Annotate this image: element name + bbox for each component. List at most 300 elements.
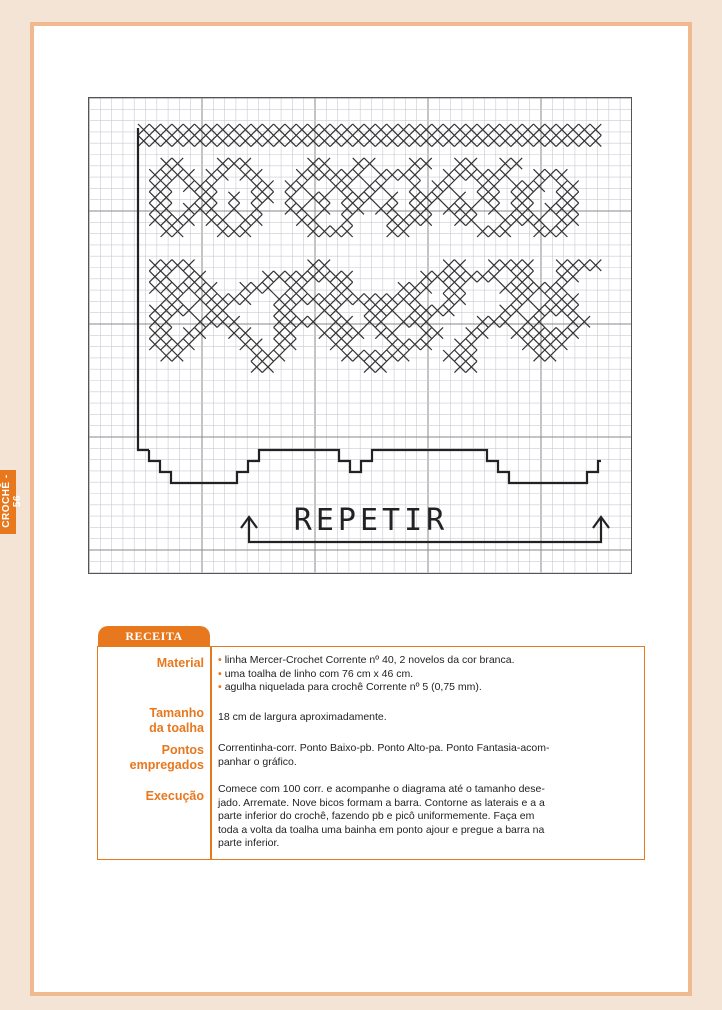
stitch-cross — [375, 124, 386, 135]
stitch-cross — [341, 271, 352, 282]
stitch-cross — [341, 169, 352, 180]
stitch-cross — [285, 271, 296, 282]
stitch-cross — [556, 339, 567, 350]
material-item: • linha Mercer-Crochet Corrente nº 40, 2 novelos da cor branca. — [218, 654, 515, 666]
stitch-cross — [308, 316, 319, 327]
stitch-cross — [387, 135, 398, 146]
stitch-cross — [149, 327, 160, 338]
stitch-cross — [387, 350, 398, 361]
stitch-cross — [556, 327, 567, 338]
stitch-cross — [511, 181, 522, 192]
stitch-cross — [409, 169, 420, 180]
stitch-cross — [443, 124, 454, 135]
stitch-cross — [296, 271, 307, 282]
stitch-cross — [500, 135, 511, 146]
stitch-cross — [500, 124, 511, 135]
stitch-cross — [296, 169, 307, 180]
stitch-cross — [183, 124, 194, 135]
stitch-cross — [522, 260, 533, 271]
stitch-cross — [443, 305, 454, 316]
stitch-cross — [375, 203, 386, 214]
stitch-cross — [556, 135, 567, 146]
chart-outline — [138, 128, 601, 483]
stitch-cross — [206, 282, 217, 293]
stitch-cross — [330, 181, 341, 192]
stitch-cross — [308, 124, 319, 135]
bottom-edge-line — [149, 450, 601, 483]
stitch-cross — [511, 192, 522, 203]
stitch-cross — [251, 350, 262, 361]
stitch-cross — [274, 305, 285, 316]
left-border-line — [138, 128, 149, 450]
stitch-cross — [387, 294, 398, 305]
stitch-cross — [183, 271, 194, 282]
stitch-cross — [579, 260, 590, 271]
stitch-cross — [183, 305, 194, 316]
stitch-cross — [534, 181, 545, 192]
stitch-cross — [330, 305, 341, 316]
stitch-cross — [364, 305, 375, 316]
stitch-cross — [488, 226, 499, 237]
stitch-cross — [217, 169, 228, 180]
stitch-cross — [477, 327, 488, 338]
stitch-cross — [161, 226, 172, 237]
stitch-cross — [341, 203, 352, 214]
stitch-cross — [262, 271, 273, 282]
stitch-cross — [443, 135, 454, 146]
stitch-cross — [421, 203, 432, 214]
stitch-cross — [488, 124, 499, 135]
stitch-cross — [308, 294, 319, 305]
stitch-cross — [567, 203, 578, 214]
stitch-cross — [341, 124, 352, 135]
stitch-cross — [319, 305, 330, 316]
stitch-cross — [330, 339, 341, 350]
stitch-cross — [341, 316, 352, 327]
stitch-cross — [567, 260, 578, 271]
stitch-cross — [534, 214, 545, 225]
stitch-cross — [567, 214, 578, 225]
stitch-cross — [375, 316, 386, 327]
stitch-cross — [296, 316, 307, 327]
repeat-label: REPETIR — [293, 503, 449, 538]
stitch-cross — [556, 214, 567, 225]
stitch-cross — [183, 339, 194, 350]
stitch-cross — [296, 135, 307, 146]
stitch-cross — [149, 203, 160, 214]
stitch-cross — [511, 294, 522, 305]
stitch-cross — [240, 294, 251, 305]
stitch-cross — [443, 181, 454, 192]
stitch-cross — [262, 124, 273, 135]
stitch-cross — [522, 327, 533, 338]
stitch-cross — [161, 192, 172, 203]
stitch-cross — [319, 169, 330, 180]
stitch-cross — [477, 169, 488, 180]
stitch-cross — [534, 350, 545, 361]
stitch-cross — [511, 271, 522, 282]
stitch-cross — [341, 294, 352, 305]
stitch-cross — [149, 316, 160, 327]
size-label: Tamanho da toalha — [149, 706, 204, 735]
size-text: 18 cm de largura aproximadamente. — [218, 711, 387, 723]
stitch-cross — [319, 226, 330, 237]
stitch-cross — [251, 169, 262, 180]
stitch-cross — [206, 135, 217, 146]
stitch-cross — [161, 181, 172, 192]
stitch-cross — [149, 135, 160, 146]
stitch-cross — [319, 271, 330, 282]
stitch-cross — [364, 192, 375, 203]
stitch-cross — [228, 124, 239, 135]
stitch-cross — [567, 316, 578, 327]
stitch-cross — [217, 316, 228, 327]
stitch-cross — [454, 158, 465, 169]
stitch-cross — [161, 327, 172, 338]
stitch-cross — [285, 327, 296, 338]
stitch-cross — [341, 181, 352, 192]
stitch-cross — [217, 214, 228, 225]
stitch-cross — [319, 327, 330, 338]
stitch-cross — [545, 203, 556, 214]
stitch-cross — [409, 192, 420, 203]
stitch-cross — [161, 158, 172, 169]
stitch-cross — [161, 339, 172, 350]
stitch-cross — [228, 203, 239, 214]
stitch-cross — [421, 214, 432, 225]
stitch-cross — [522, 135, 533, 146]
stitch-cross — [500, 226, 511, 237]
stitch-cross — [477, 192, 488, 203]
stitch-cross — [443, 203, 454, 214]
stitch-cross — [454, 169, 465, 180]
stitch-cross — [240, 214, 251, 225]
stitch-cross — [217, 158, 228, 169]
stitch-cross — [556, 192, 567, 203]
stitch-cross — [240, 282, 251, 293]
stitch-cross — [251, 214, 262, 225]
execution-label: Execução — [145, 789, 204, 803]
stitch-cross — [398, 226, 409, 237]
material-list — [218, 654, 634, 695]
stitch-cross — [195, 203, 206, 214]
stitch-cross — [161, 214, 172, 225]
stitch-cross — [285, 192, 296, 203]
stitch-cross — [488, 169, 499, 180]
stitch-cross — [375, 327, 386, 338]
stitch-cross — [206, 181, 217, 192]
stitch-cross — [534, 327, 545, 338]
stitch-cross — [195, 294, 206, 305]
stitch-cross — [183, 135, 194, 146]
stitch-cross — [488, 316, 499, 327]
stitch-cross — [545, 327, 556, 338]
stitch-cross — [522, 294, 533, 305]
stitch-cross — [308, 192, 319, 203]
stitch-cross — [206, 124, 217, 135]
stitch-cross — [375, 361, 386, 372]
stitch-cross — [172, 124, 183, 135]
stitch-cross — [545, 305, 556, 316]
stitch-cross — [421, 192, 432, 203]
stitch-cross — [511, 124, 522, 135]
stitch-cross — [319, 294, 330, 305]
stitch-cross — [387, 192, 398, 203]
stitch-cross — [545, 339, 556, 350]
stitch-cross — [228, 327, 239, 338]
stitch-cross — [398, 169, 409, 180]
stitch-cross — [545, 282, 556, 293]
stitch-cross — [262, 192, 273, 203]
stitch-cross — [567, 305, 578, 316]
stitch-cross — [195, 271, 206, 282]
stitch-cross — [296, 282, 307, 293]
stitch-cross — [466, 214, 477, 225]
stitch-cross — [454, 203, 465, 214]
stitch-cross — [296, 124, 307, 135]
stitch-cross — [308, 226, 319, 237]
stitch-cross — [567, 271, 578, 282]
stitch-cross — [206, 294, 217, 305]
stitch-cross — [534, 305, 545, 316]
stitch-cross — [567, 135, 578, 146]
stitch-cross — [183, 181, 194, 192]
stitch-cross — [466, 169, 477, 180]
stitch-cross — [330, 294, 341, 305]
stitch-cross — [172, 226, 183, 237]
stitch-cross — [353, 158, 364, 169]
stitch-cross — [409, 158, 420, 169]
stitch-cross — [500, 305, 511, 316]
stitch-cross — [172, 158, 183, 169]
stitch-cross — [149, 169, 160, 180]
stitch-cross — [353, 327, 364, 338]
stitch-cross — [466, 203, 477, 214]
stitch-cross — [330, 327, 341, 338]
stitch-cross — [454, 124, 465, 135]
stitches-label: Pontos empregados — [129, 743, 204, 772]
stitch-cross — [353, 169, 364, 180]
stitch-cross — [387, 327, 398, 338]
stitch-cross — [556, 124, 567, 135]
stitch-cross — [375, 350, 386, 361]
stitches-text: Correntinha-corr. Ponto Baixo-pb. Ponto Alto-pa. Ponto Fantasia-acom- panhar o gráfico. — [218, 742, 550, 768]
stitch-cross — [319, 135, 330, 146]
stitch-cross — [387, 169, 398, 180]
stitch-cross — [522, 316, 533, 327]
stitch-cross — [149, 339, 160, 350]
stitch-cross — [228, 294, 239, 305]
stitch-cross — [466, 135, 477, 146]
stitch-cross — [488, 271, 499, 282]
stitch-cross — [387, 124, 398, 135]
stitch-cross — [296, 203, 307, 214]
stitch-cross — [398, 282, 409, 293]
stitch-cross — [341, 339, 352, 350]
stitch-cross — [353, 192, 364, 203]
stitch-cross — [522, 214, 533, 225]
stitch-cross — [262, 135, 273, 146]
stitch-cross — [308, 169, 319, 180]
stitch-cross — [206, 305, 217, 316]
stitch-cross — [228, 135, 239, 146]
stitch-cross — [341, 192, 352, 203]
stitch-cross — [172, 305, 183, 316]
stitch-cross — [274, 350, 285, 361]
stitch-cross — [183, 214, 194, 225]
stitch-cross — [477, 226, 488, 237]
stitch-cross — [545, 294, 556, 305]
stitch-cross — [556, 271, 567, 282]
stitch-cross — [500, 316, 511, 327]
stitch-cross — [183, 203, 194, 214]
stitch-cross — [217, 124, 228, 135]
stitch-cross — [364, 316, 375, 327]
stitch-cross — [534, 282, 545, 293]
stitch-cross — [409, 214, 420, 225]
stitch-cross — [341, 226, 352, 237]
stitch-cross — [161, 294, 172, 305]
stitch-cross — [409, 181, 420, 192]
stitch-cross — [375, 181, 386, 192]
stitch-cross — [228, 192, 239, 203]
stitch-cross — [172, 350, 183, 361]
stitch-cross — [172, 339, 183, 350]
stitch-cross — [308, 135, 319, 146]
stitch-cross — [240, 169, 251, 180]
stitch-cross — [330, 316, 341, 327]
stitch-cross — [149, 192, 160, 203]
stitch-cross — [488, 135, 499, 146]
stitch-cross — [149, 181, 160, 192]
stitch-cross — [161, 282, 172, 293]
stitch-cross — [398, 294, 409, 305]
stitch-cross — [161, 203, 172, 214]
stitch-cross — [195, 327, 206, 338]
stitch-cross — [330, 124, 341, 135]
stitch-cross — [421, 124, 432, 135]
stitch-cross — [488, 203, 499, 214]
stitch-cross — [534, 124, 545, 135]
stitch-cross — [375, 294, 386, 305]
stitch-cross — [421, 339, 432, 350]
stitch-cross — [319, 124, 330, 135]
stitch-cross — [296, 214, 307, 225]
stitch-cross — [375, 169, 386, 180]
stitch-cross — [285, 181, 296, 192]
stitch-cross — [195, 124, 206, 135]
stitch-cross — [522, 124, 533, 135]
stitch-cross — [511, 260, 522, 271]
stitch-cross — [285, 339, 296, 350]
stitch-cross — [579, 316, 590, 327]
stitch-cross — [409, 203, 420, 214]
stitch-cross — [353, 203, 364, 214]
stitch-cross — [511, 203, 522, 214]
stitch-cross — [353, 124, 364, 135]
stitch-cross — [274, 316, 285, 327]
stitch-cross — [217, 135, 228, 146]
stitch-cross — [522, 192, 533, 203]
stitch-cross — [432, 135, 443, 146]
stitch-cross — [364, 124, 375, 135]
stitch-cross — [398, 214, 409, 225]
stitch-cross — [443, 260, 454, 271]
stitch-cross — [206, 169, 217, 180]
stitch-cross — [206, 203, 217, 214]
stitch-cross — [567, 327, 578, 338]
stitch-cross — [409, 135, 420, 146]
stitch-cross — [319, 260, 330, 271]
stitch-cross — [149, 260, 160, 271]
stitch-cross — [409, 305, 420, 316]
stitch-cross — [511, 327, 522, 338]
stitch-cross — [161, 350, 172, 361]
stitch-cross — [567, 192, 578, 203]
stitch-cross — [285, 316, 296, 327]
stitch-cross — [421, 271, 432, 282]
stitch-cross — [274, 124, 285, 135]
stitch-cross — [330, 282, 341, 293]
stitch-cross — [477, 181, 488, 192]
stitch-cross — [567, 181, 578, 192]
stitch-cross — [409, 124, 420, 135]
stitch-cross — [567, 294, 578, 305]
stitch-cross — [545, 135, 556, 146]
stitch-cross — [466, 327, 477, 338]
stitch-cross — [161, 169, 172, 180]
stitch-cross — [206, 192, 217, 203]
stitch-cross — [353, 294, 364, 305]
stitch-cross — [522, 271, 533, 282]
stitch-cross — [251, 203, 262, 214]
stitch-cross — [466, 271, 477, 282]
stitch-cross — [308, 260, 319, 271]
stitch-cross — [149, 271, 160, 282]
stitch-cross — [454, 361, 465, 372]
stitch-cross — [183, 282, 194, 293]
stitch-cross — [149, 305, 160, 316]
stitch-cross — [172, 135, 183, 146]
stitch-cross — [500, 282, 511, 293]
stitch-cross — [443, 350, 454, 361]
stitch-cross — [545, 169, 556, 180]
stitch-cross — [477, 271, 488, 282]
crochet-chart — [88, 97, 632, 574]
stitch-cross — [454, 271, 465, 282]
stitch-cross — [274, 294, 285, 305]
stitch-cross — [443, 294, 454, 305]
stitch-cross — [398, 135, 409, 146]
stitch-cross — [240, 327, 251, 338]
stitch-cross — [161, 271, 172, 282]
stitch-cross — [421, 327, 432, 338]
stitch-cross — [296, 181, 307, 192]
stitch-cross — [172, 169, 183, 180]
material-label: Material — [156, 656, 204, 670]
stitch-cross — [217, 226, 228, 237]
stitch-cross — [240, 135, 251, 146]
stitch-cross — [511, 282, 522, 293]
stitch-cross — [466, 361, 477, 372]
stitch-cross — [195, 282, 206, 293]
stitch-cross — [364, 361, 375, 372]
stitch-cross — [409, 316, 420, 327]
stitch-cross — [195, 135, 206, 146]
stitch-cross — [522, 339, 533, 350]
stitch-cross — [206, 316, 217, 327]
stitch-cross — [556, 294, 567, 305]
